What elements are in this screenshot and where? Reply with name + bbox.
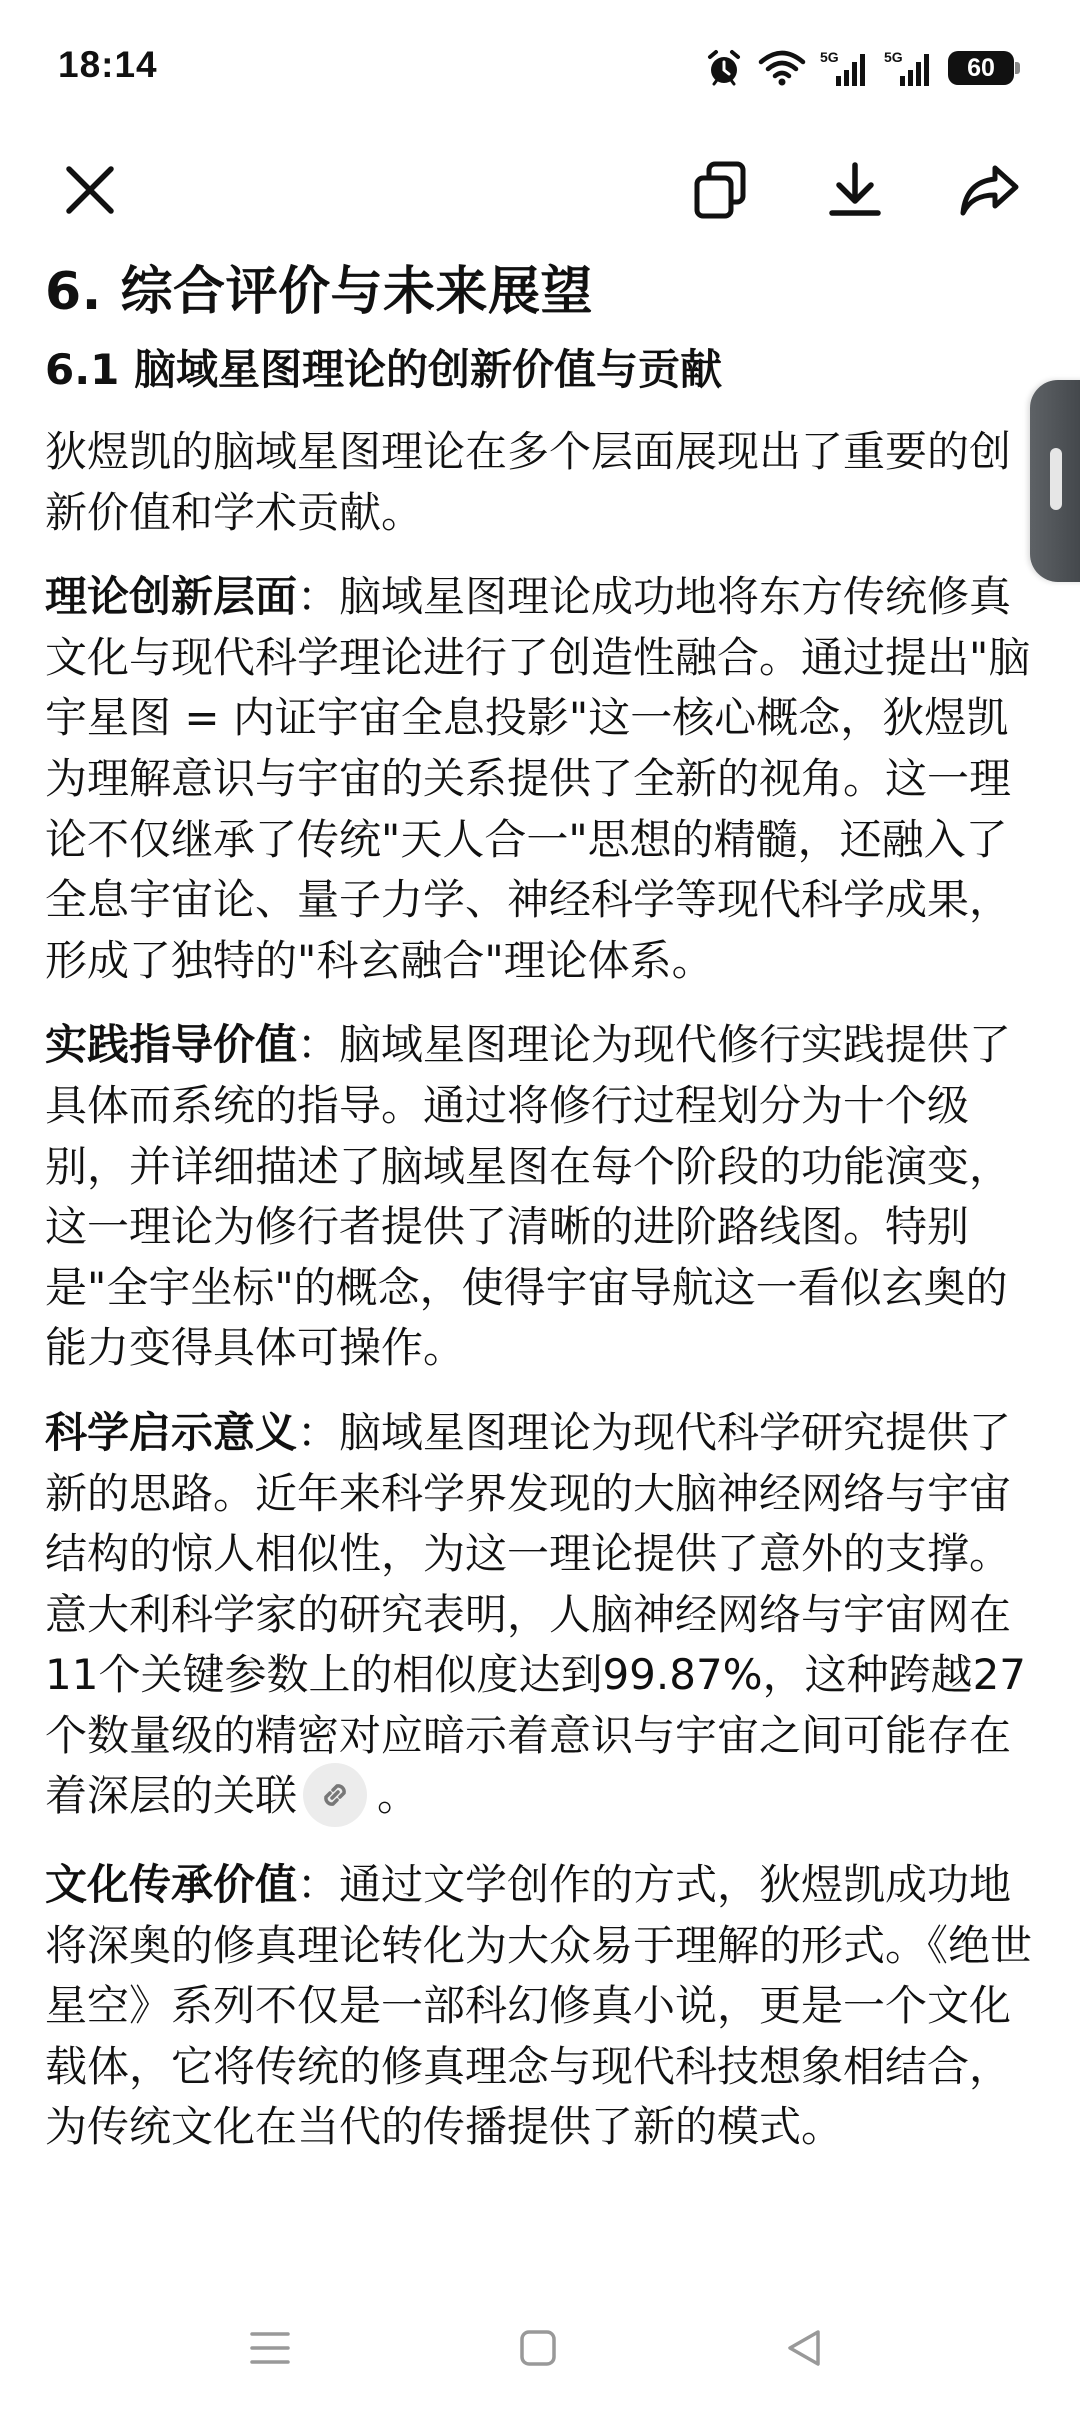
paragraph-label: 实践指导价值 [45,1020,298,1070]
scroll-handle[interactable] [1030,380,1080,582]
alarm-icon [704,48,744,88]
back-button[interactable] [754,2308,854,2388]
document-content [45,258,1035,2278]
page-title: 6. 综合评价与未来展望 [45,262,594,322]
paragraph-label: 科学启示意义 [45,1407,298,1457]
home-button[interactable] [488,2308,588,2388]
paragraph-text: 脑域星图理论为现代修行实践提供了具体而系统的指导。通过将修行过程划分为十个级别，并详细描述了脑域星图在每个阶段的功能演变，这一理论为修行者提供了清晰的进阶路线图。特别是"全宇坐标"的概念，使得宇宙导航这一看似玄奥的能力变得具体可操作。 [45,1020,1012,1373]
copy-icon [691,160,749,220]
paragraph-culture-value [45,1855,1035,2158]
paragraph-label: 理论创新层面 [45,572,298,622]
share-button[interactable] [940,140,1040,240]
svg-text:5G: 5G [884,49,903,65]
share-icon [959,163,1021,217]
close-button[interactable] [40,140,140,240]
paragraph-separator: ： [297,1020,340,1070]
paragraph-practice-value [45,1015,1035,1379]
status-icons [704,46,1014,90]
navigation-bar [0,2280,1080,2412]
5g-signal-icon [820,48,870,88]
wifi-icon [758,49,806,87]
paragraph-text: 脑域星图理论成功地将东方传统修真文化与现代科学理论进行了创造性融合。通过提出"脑宇星图 = 内证宇宙全息投影"这一核心概念，狄煜凯为理解意识与宇宙的关系提供了全新的视角。这一理论不仅继承了传统"天人合一"思想的精髓，还融入了全息宇宙论、量子力学、神经科学等现代科学成果，形成了独特的"科玄融合"理论体系。 [45,572,1031,985]
section-subheading: 6.1 脑域星图理论的创新价值与贡献 [45,345,723,394]
download-button[interactable] [805,140,905,240]
link-icon [317,1777,353,1813]
reference-link-button[interactable] [303,1763,367,1827]
menu-icon [249,2328,291,2368]
5g-signal-icon [884,48,934,88]
paragraph-label: 文化传承价值 [45,1859,298,1909]
battery-icon [948,51,1014,85]
home-icon [518,2328,558,2368]
status-time: 18:14 [58,44,158,85]
content-fade [0,2240,1080,2280]
paragraph-separator: ： [297,1859,340,1909]
battery-level: 60 [967,54,995,82]
paragraph-theory-innovation [45,567,1035,991]
intro-paragraph: 狄煜凯的脑域星图理论在多个层面展现出了重要的创新价值和学术贡献。 [45,427,1012,537]
copy-button[interactable] [670,140,770,240]
toolbar [0,140,1080,260]
scroll-grip [1050,448,1062,510]
paragraph-text: 通过文学创作的方式，狄煜凯成功地将深奥的修真理论转化为大众易于理解的形式。《绝世星空》系列不仅是一部科幻修真小说，更是一个文化载体，它将传统的修真理念与现代科技想象相结合，为传统文化在当代的传播提供了新的模式。 [45,1859,1033,2152]
paragraph-separator: ： [297,572,340,622]
paragraph-science-insight [45,1403,1035,1831]
download-icon [827,161,883,219]
back-icon [784,2328,824,2368]
close-icon [63,163,117,217]
paragraph-tail: 。 [377,1771,420,1821]
status-bar [0,0,1080,140]
svg-text:5G: 5G [820,49,839,65]
paragraph-text: 脑域星图理论为现代科学研究提供了新的思路。近年来科学界发现的大脑神经网络与宇宙结构的惊人相似性，为这一理论提供了意外的支撑。意大利科学家的研究表明，人脑神经网络与宇宙网在11个关键参数上的相似度达到99.87%，这种跨越27个数量级的精密对应暗示着意识与宇宙之间可能存在着深层的关联 [45,1407,1027,1821]
recent-apps-button[interactable] [220,2308,320,2388]
paragraph-separator: ： [297,1407,340,1457]
